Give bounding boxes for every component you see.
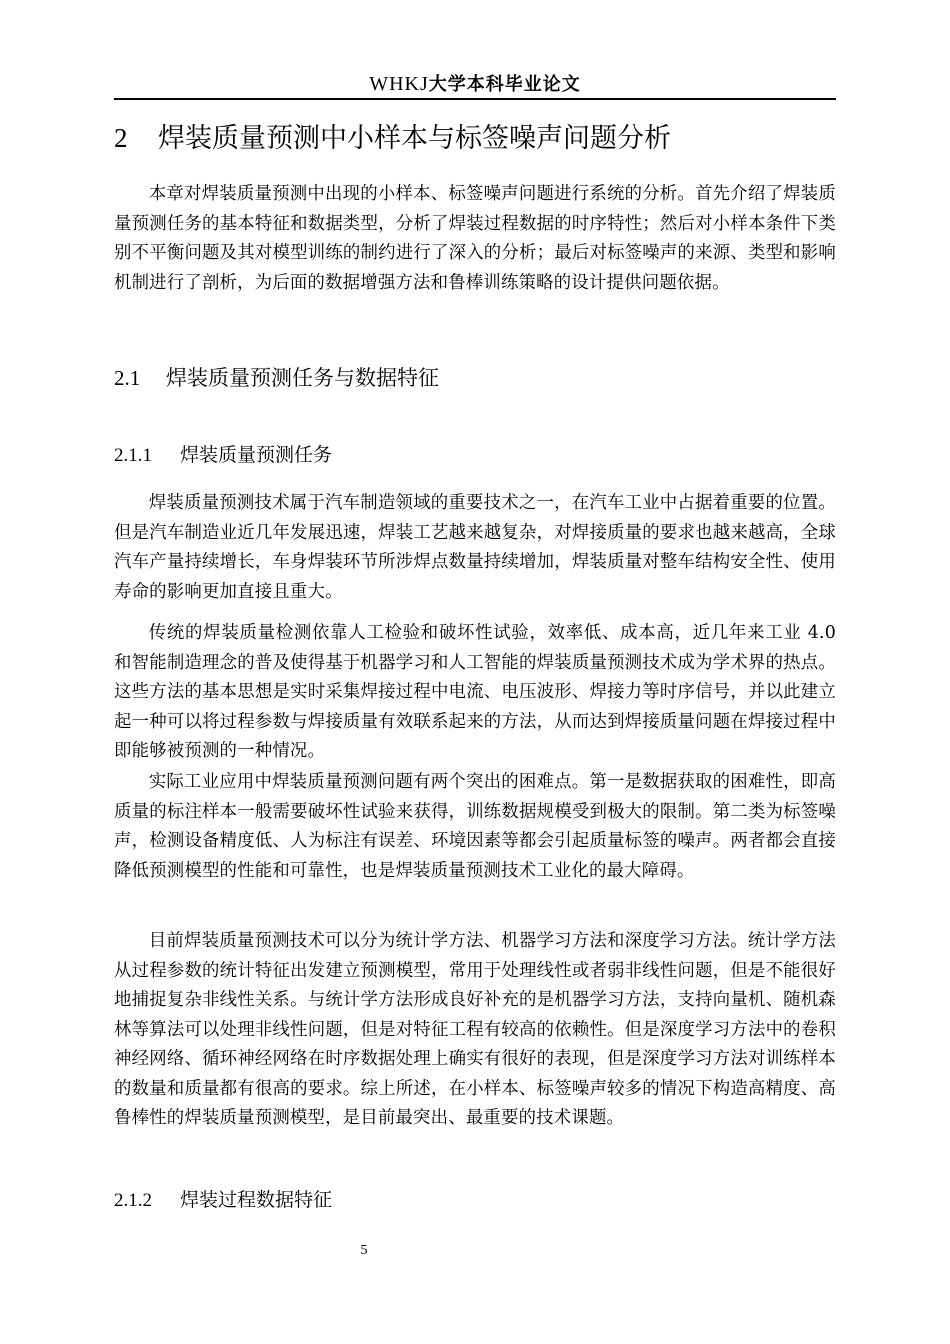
intro-paragraph: 本章对焊装质量预测中出现的小样本、标签噪声问题进行系统的分析。首先介绍了焊装质量预测任务的基本特征和数据类型，分析了焊装过程数据的时序特性；然后对小样本条件下类别不平衡问题及其对模型训练的制约进行了深入的分析；最后对标签噪声的来源、类型和影响机制进行了剖析，为后面的数据增强方法和鲁棒训练策略的设计提供问题依据。 [114, 184, 836, 293]
section-number: 2.1 [114, 366, 141, 390]
subsection-title: 焊装质量预测任务 [180, 444, 333, 466]
chapter-number: 2 [114, 123, 128, 153]
subsection-heading-2-1-1 [114, 441, 836, 470]
header-prefix: WHKJ [369, 73, 429, 95]
chapter-title: 焊装质量预测中小样本与标签噪声问题分析 [158, 123, 671, 154]
section-heading-2-1 [114, 363, 836, 393]
header-rule [114, 98, 836, 100]
body-paragraph-1: 焊装质量预测技术属于汽车制造领域的重要技术之一，在汽车工业中占据着重要的位置。但是汽车制造业近几年发展迅速，焊装工艺越来越复杂，对焊接质量的要求也越来越高，全球汽车产量持续增长，车身焊装环节所涉焊点数量持续增加，焊装质量对整车结构安全性、使用寿命的影响更加直接且重大。 [114, 493, 836, 602]
chapter-heading [114, 118, 836, 159]
subsection-number: 2.1.1 [114, 445, 152, 466]
body-paragraph-2: 传统的焊装质量检测依靠人工检验和破坏性试验，效率低、成本高，近几年来工业 4.0 和智能制造理念的普及使得基于机器学习和人工智能的焊装质量预测技术成为学术界的热点。这些方法的基本思想是实时采集焊接过程中电流、电压波形、焊接力等时序信号，并以此建立起一种可以将过程参数与焊接质量有效联系起来的方法，从而达到焊接质量问题在焊接过程中即能够被预测的一种情况。 [114, 623, 836, 761]
header-title: 大学本科毕业论文 [428, 74, 581, 95]
subsection-title: 焊装过程数据特征 [180, 1189, 333, 1211]
body-paragraph-4: 目前焊装质量预测技术可以分为统计学方法、机器学习方法和深度学习方法。统计学方法从过程参数的统计特征出发建立预测模型，常用于处理线性或者弱非线性问题，但是不能很好地捕捉复杂非线性关系。与统计学方法形成良好补充的是机器学习方法，支持向量机、随机森林等算法可以处理非线性问题，但是对特征工程有较高的依赖性。但是深度学习方法中的卷积神经网络、循环神经网络在时序数据处理上确实有很好的表现，但是深度学习方法对训练样本的数量和质量都有很高的要求。综上所述，在小样本、标签噪声较多的情况下构造高精度、高鲁棒性的焊装质量预测模型，是目前最突出、最重要的技术课题。 [114, 931, 836, 1128]
page-number: 5 [360, 1243, 368, 1258]
subsection-number: 2.1.2 [114, 1190, 152, 1211]
section-title: 焊装质量预测任务与数据特征 [166, 366, 439, 390]
subsection-heading-2-1-2 [114, 1186, 836, 1215]
page-header [114, 70, 836, 96]
body-paragraph-3: 实际工业应用中焊装质量预测问题有两个突出的困难点。第一是数据获取的困难性，即高质量的标注样本一般需要破坏性试验来获得，训练数据规模受到极大的限制。第二类为标签噪声，检测设备精度低、人为标注有误差、环境因素等都会引起质量标签的噪声。两者都会直接降低预测模型的性能和可靠性，也是焊装质量预测技术工业化的最大障碍。 [114, 772, 836, 881]
